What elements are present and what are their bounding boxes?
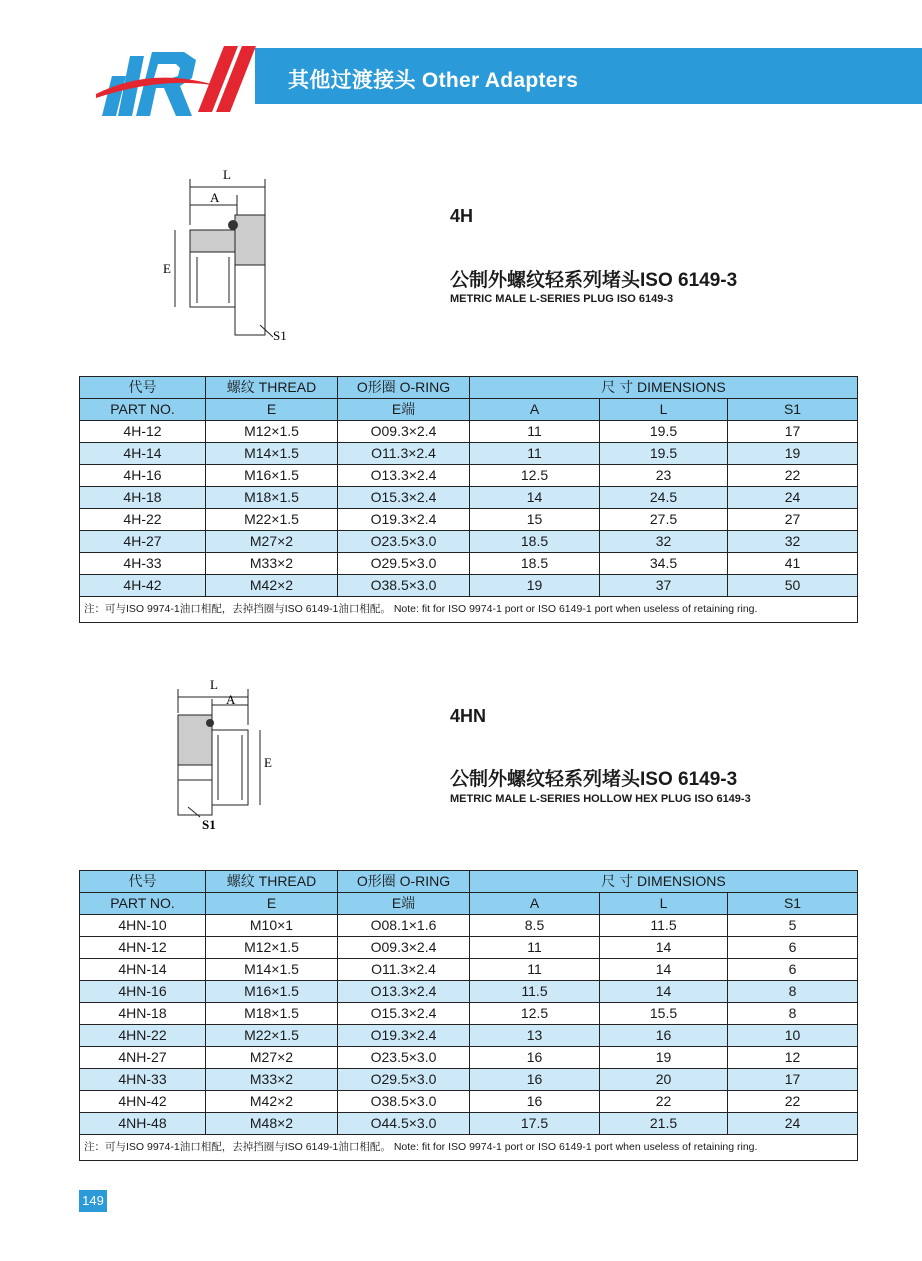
- dim-S1-label: S1: [273, 328, 287, 343]
- table-row: 4HN-10 M10×1 O08.1×1.6 8.5 11.5 5: [80, 915, 858, 937]
- table-row: 4NH-27 M27×2 O23.5×3.0 16 19 12: [80, 1047, 858, 1069]
- table-row: 4HN-33 M33×2 O29.5×3.0 16 20 17: [80, 1069, 858, 1091]
- dim-L-label-2: L: [210, 677, 218, 692]
- table-row: 4H-22 M22×1.5 O19.3×2.4 15 27.5 27: [80, 509, 858, 531]
- plug-4h-drawing: [155, 165, 305, 345]
- table-row: 4HN-16 M16×1.5 O13.3×2.4 11.5 14 8: [80, 981, 858, 1003]
- table-row: 4HN-18 M18×1.5 O15.3×2.4 12.5 15.5 8: [80, 1003, 858, 1025]
- dim-L-label: L: [223, 167, 231, 182]
- table-row: 4HN-12 M12×1.5 O09.3×2.4 11 14 6: [80, 937, 858, 959]
- table-row: 4H-12 M12×1.5 O09.3×2.4 11 19.5 17: [80, 421, 858, 443]
- spec-table-4h: [79, 376, 858, 623]
- col-head-s1: S1: [728, 893, 858, 915]
- dim-E-label: E: [163, 261, 171, 276]
- page-number: 149: [79, 1190, 107, 1212]
- table-note: 注：可与ISO 9974-1油口相配，去掉挡圈与ISO 6149-1油口相配。 Note: fit for ISO 9974-1 port or ISO 6149-1 port when useless of retaining ring.: [80, 1135, 858, 1161]
- col-head-oring: O形圈 O-RING: [338, 377, 470, 399]
- table-row: 4H-14 M14×1.5 O11.3×2.4 11 19.5 19: [80, 443, 858, 465]
- col-head-dimensions: 尺 寸 DIMENSIONS: [470, 871, 858, 893]
- section-4h-title-en: METRIC MALE L-SERIES PLUG ISO 6149-3: [450, 293, 674, 305]
- col-head-e: E: [206, 893, 338, 915]
- col-head-code: 代号: [80, 871, 206, 893]
- col-head-a: A: [470, 893, 600, 915]
- col-head-code: 代号: [80, 377, 206, 399]
- col-head-thread: 螺纹 THREAD: [206, 871, 338, 893]
- col-head-dimensions: 尺 寸 DIMENSIONS: [470, 377, 858, 399]
- col-head-e-end: E端: [338, 893, 470, 915]
- spec-table-4hn: [79, 870, 858, 1161]
- dim-A-label-2: A: [226, 692, 236, 707]
- col-head-part: PART NO.: [80, 893, 206, 915]
- section-4hn-code: 4HN: [450, 706, 487, 726]
- table-row: 4NH-48 M48×2 O44.5×3.0 17.5 21.5 24: [80, 1113, 858, 1135]
- table-row: 4H-27 M27×2 O23.5×3.0 18.5 32 32: [80, 531, 858, 553]
- dim-E-label-2: E: [264, 755, 272, 770]
- col-head-s1: S1: [728, 399, 858, 421]
- section-4hn-title-en: METRIC MALE L-SERIES HOLLOW HEX PLUG ISO 6149-3: [450, 793, 751, 805]
- dim-A-label: A: [210, 190, 220, 205]
- col-head-thread: 螺纹 THREAD: [206, 377, 338, 399]
- col-head-part: PART NO.: [80, 399, 206, 421]
- col-head-e: E: [206, 399, 338, 421]
- table-row: 4H-18 M18×1.5 O15.3×2.4 14 24.5 24: [80, 487, 858, 509]
- table-row: 4HN-42 M42×2 O38.5×3.0 16 22 22: [80, 1091, 858, 1113]
- col-head-a: A: [470, 399, 600, 421]
- table-row: 4H-16 M16×1.5 O13.3×2.4 12.5 23 22: [80, 465, 858, 487]
- table-row: 4H-33 M33×2 O29.5×3.0 18.5 34.5 41: [80, 553, 858, 575]
- section-4hn-title-cn: 公制外螺纹轻系列堵头ISO 6149-3: [450, 769, 738, 790]
- col-head-l: L: [600, 399, 728, 421]
- table-row: 4HN-22 M22×1.5 O19.3×2.4 13 16 10: [80, 1025, 858, 1047]
- table-row: 4HN-14 M14×1.5 O11.3×2.4 11 14 6: [80, 959, 858, 981]
- plug-4hn-drawing: [160, 675, 300, 840]
- col-head-oring: O形圈 O-RING: [338, 871, 470, 893]
- section-4h-code: 4H: [450, 206, 474, 226]
- company-logo: [92, 38, 272, 120]
- table-note: 注：可与ISO 9974-1油口相配，去掉挡圈与ISO 6149-1油口相配。 Note: fit for ISO 9974-1 port or ISO 6149-1 port when useless of retaining ring.: [80, 597, 858, 623]
- header-title: 其他过渡接头 Other Adapters: [288, 69, 579, 92]
- col-head-e-end: E端: [338, 399, 470, 421]
- dim-S1-label-2: S1: [202, 817, 216, 832]
- section-4h-title-cn: 公制外螺纹轻系列堵头ISO 6149-3: [450, 270, 738, 291]
- col-head-l: L: [600, 893, 728, 915]
- table-row: 4H-42 M42×2 O38.5×3.0 19 37 50: [80, 575, 858, 597]
